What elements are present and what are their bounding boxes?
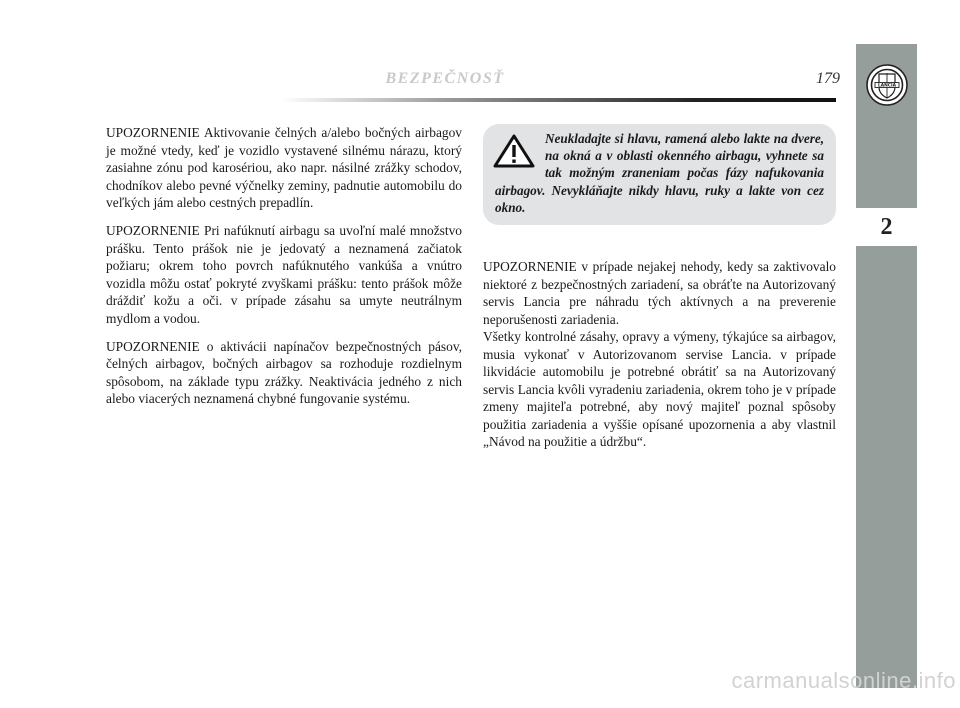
chapter-number: 2 [856,208,917,246]
warning-box [483,124,836,225]
paragraph-after-accident: UPOZORNENIE v prípade nejakej nehody, kedy sa zaktivovalo niektoré z bezpečnostných zariadení, sa obráťte na Autorizovaný servis Lancia pre náhradu tých aktívnych a na preverenie neporušenosti zariadenia. [483,259,836,327]
warning-text: Neukladajte si hlavu, ramená alebo lakte na dvere, na okná a v oblasti okenného airbagu, vyhnete sa tak možným zraneniam počas fázy nafukovania airbagov. Nevykláňajte nikdy hlavu, ruky a lakte von cez okno. [495,131,824,215]
watermark: carmanualsonline.info [731,668,956,693]
page-number: 179 [816,70,840,87]
header-rule [280,98,836,102]
paragraph-pretensioners: UPOZORNENIE o aktivácii napínačov bezpečnostných pásov, čelných airbagov, bočných airbagov sa rozhoduje rozdielnym spôsobom, na základe typu zrážky. Neaktivácia jedného z nich alebo viacerých neznamená chybné fungovanie systému. [106,338,462,407]
section-title: BEZPEČNOSŤ [385,70,505,87]
warning-triangle-icon [493,134,535,168]
lancia-shield-icon [866,64,908,106]
logo-wordmark: LANCIA [877,83,897,89]
left-column [106,124,462,418]
paragraph-airbag-activation: UPOZORNENIE Aktivovanie čelných a/alebo bočných airbagov je možné vtedy, keď je vozidlo vystavené silnému nárazu, ktorý zasiahne zónu pod karosériou, ako napr. násilné zrážky schodov, chodníkov alebo pevné výčnelky zeminy, padnutie automobilu do veľkých jám alebo cestných prepadlín. [106,125,462,211]
paragraph-service: Všetky kontrolné zásahy, opravy a výmeny, týkajúce sa airbagov, musia vykonať v Autorizovanom servise Lancia. v prípade likvidácie automobilu je potrebné obrátiť sa na Autorizovaný servis Lancia kvôli vyradeniu zariadenia, okrem toho je v prípade zmeny majiteľa potrebné, aby nový majiteľ poznal spôsoby použitia zariadenia a vyššie opísané upozornenia a aby vlastnil „Návod na použitie a údržbu“. [483,329,836,449]
paragraph-airbag-powder: UPOZORNENIE Pri nafúknutí airbagu sa uvoľní malé množstvo prášku. Tento prášok nie je jedovatý a neznamená začiatok požiaru; okrem toho povrch nafúknutého vankúša a vnútro vozidla môžu ostať pokryté zvyškami prášku: tento prášok môže dráždiť kožu a oči. v prípade zásahu sa umyte neutrálnym mydlom a vodou. [106,222,462,326]
chapter-sidebar [856,44,917,688]
right-column [483,258,836,451]
